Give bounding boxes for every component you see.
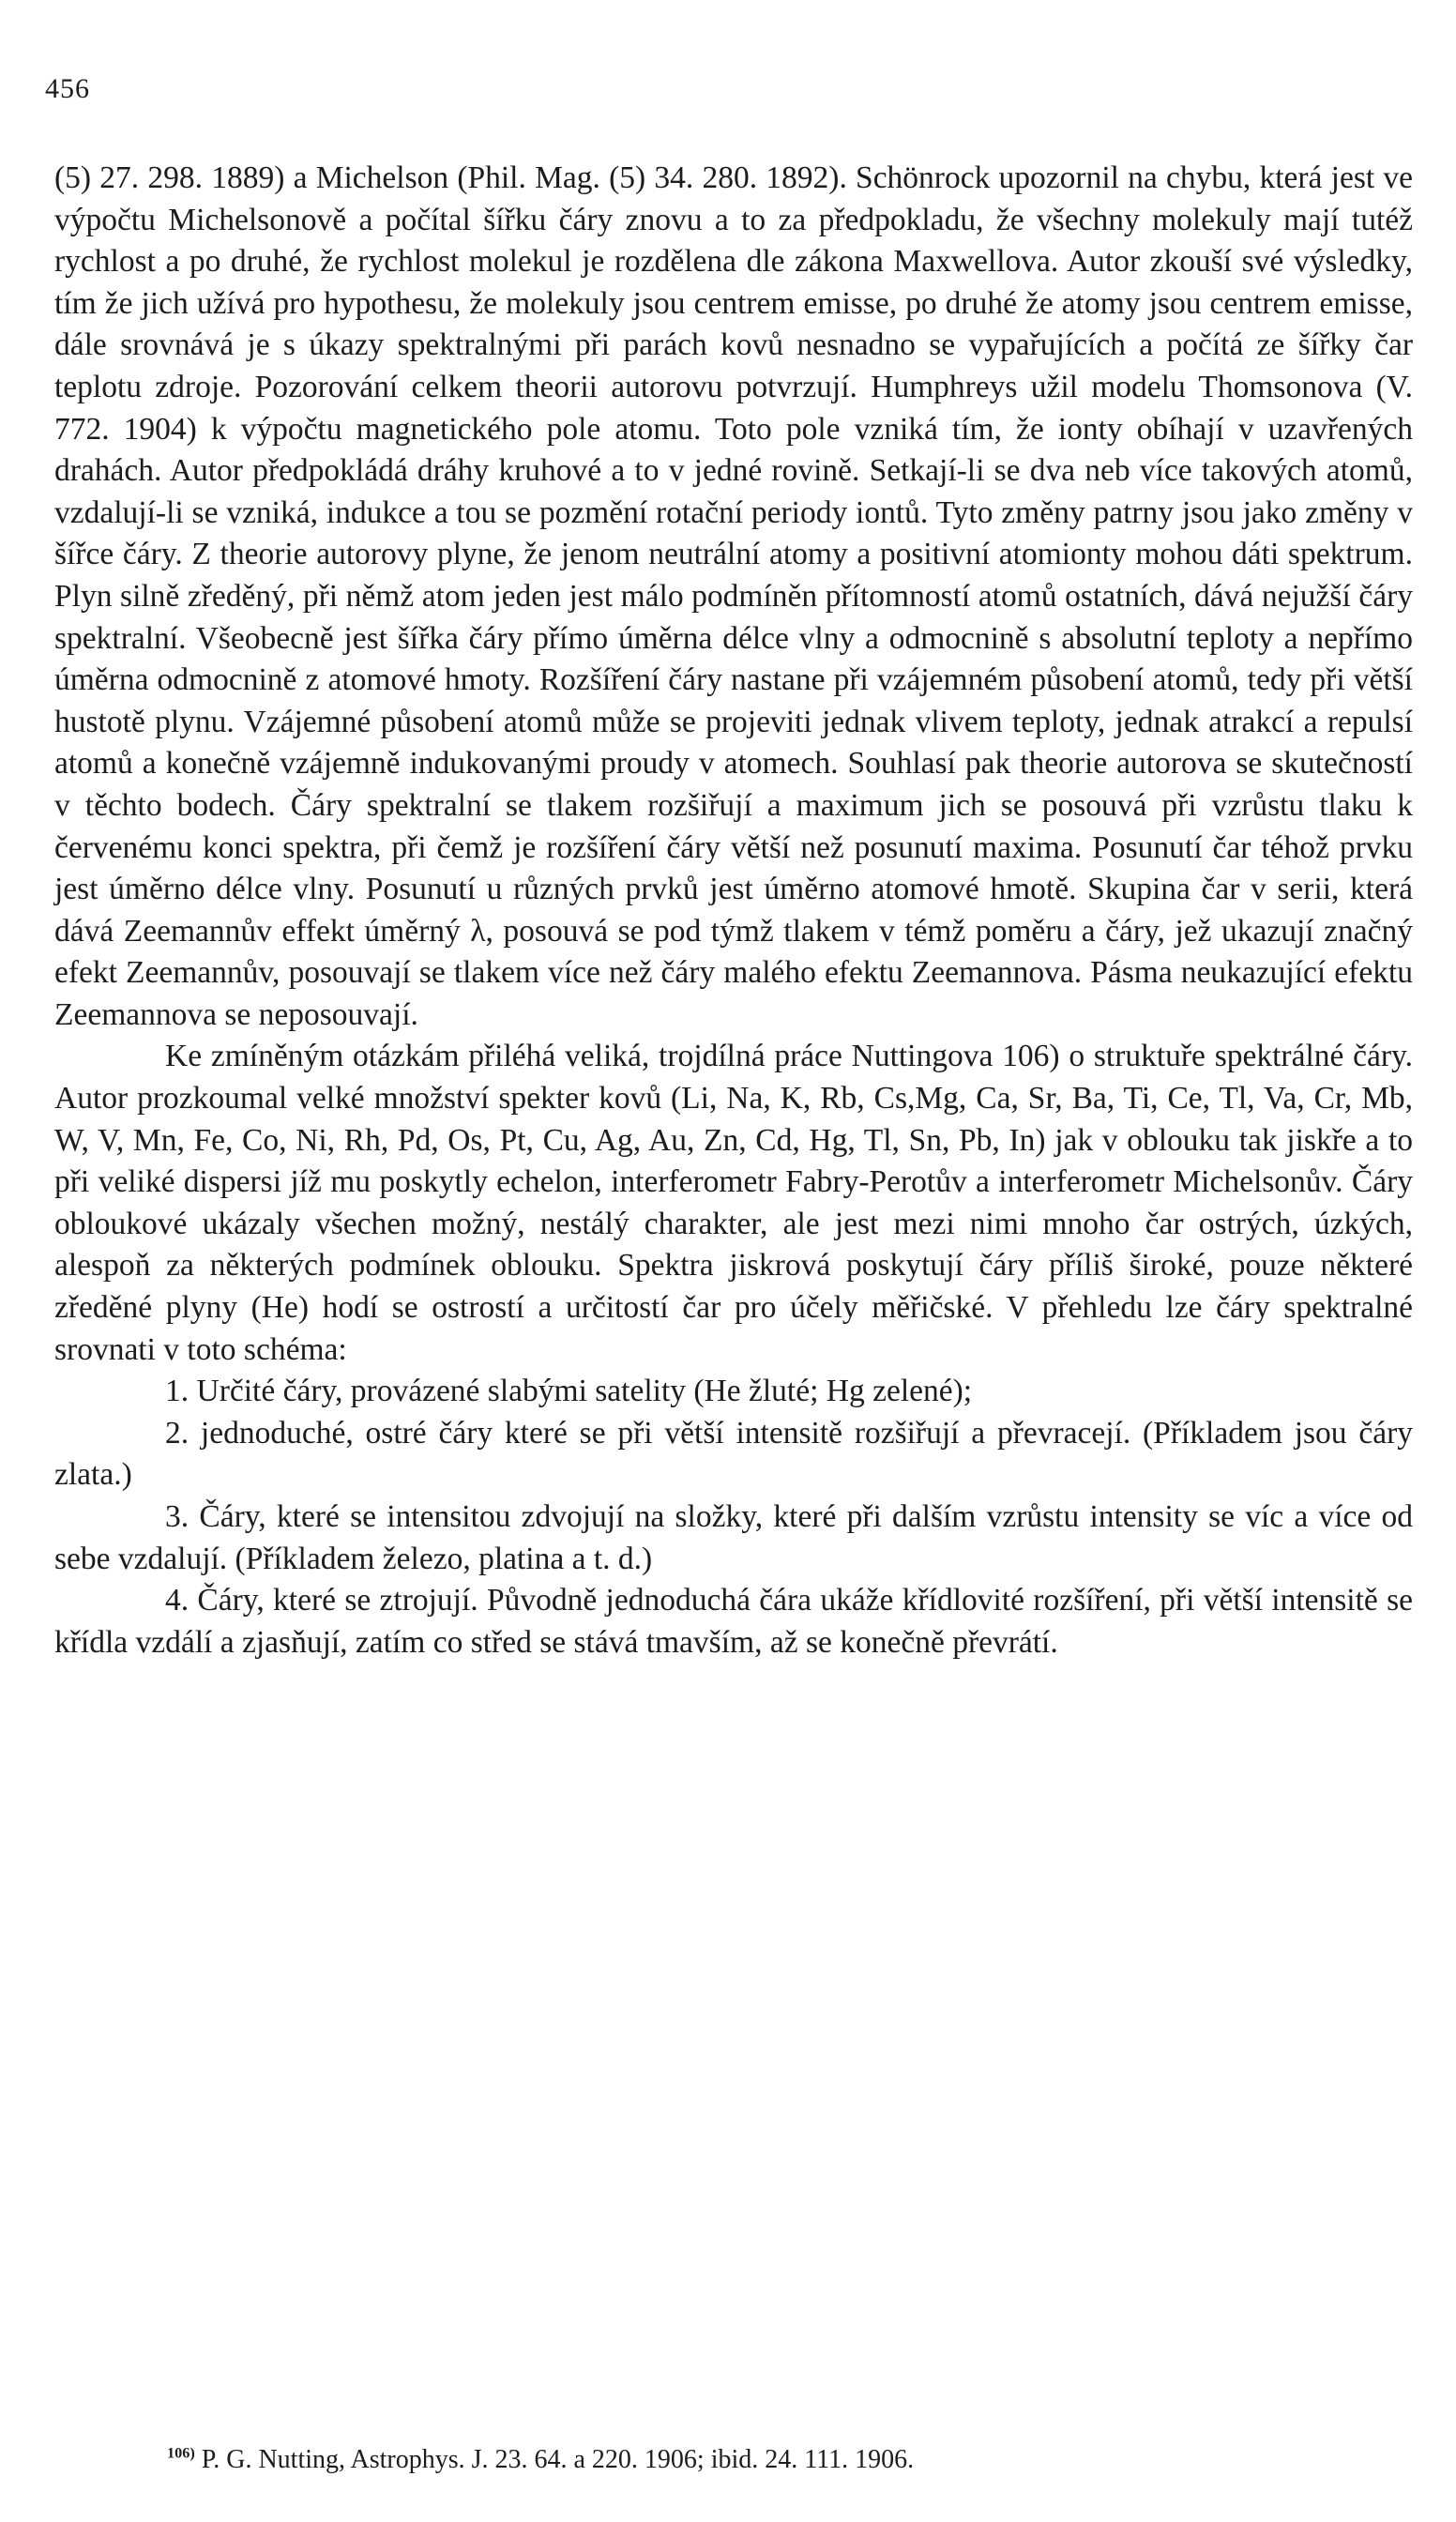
footnote-text: P. G. Nutting, Astrophys. J. 23. 64. a 220. 1906; ibid. 24. 111. 1906. — [201, 2445, 915, 2474]
list-item: 4. Čáry, které se ztrojují. Původně jednoduchá čára ukáže křídlovité rozšíření, při větší intensitě se křídla vzdálí a zjasňují, zatím co střed se stává tmavším, až se konečně převrátí. — [54, 1583, 1413, 1660]
list-item: 1. Určité čáry, provázené slabými satelity (He žluté; Hg zelené); — [165, 1374, 973, 1409]
text-body — [54, 158, 1413, 1664]
paragraph: Ke zmíněným otázkám přiléhá veliká, trojdílná práce Nuttingova 106) o struktuře spektrálné čáry. Autor prozkoumal velké množství spekter kovů (Li, Na, K, Rb, Cs,Mg, Ca, Sr, Ba, Ti, Ce, Tl, Va, Cr, Mb, W, V, Mn, Fe, Co, Ni, Rh, Pd, Os, Pt, Cu, Ag, Au, Zn, Cd, Hg, Tl, Sn, Pb, In) jak v oblouku tak jiskře a to při veliké dispersi jíž mu poskytly echelon, interferometr Fabry-Perotův a interferometr Michelsonův. Čáry obloukové ukázaly všechen možný, nestálý charakter, ale jest mezi nimi mnoho čar ostrých, úzkých, alespoň za některých podmínek oblouku. Spektra jiskrová poskytují čáry příliš široké, pouze některé zředěné plyny (He) hodí se ostrostí a určitostí čar pro účely měřičské. V přehledu lze čáry spektralné srovnati v toto schéma: — [54, 1039, 1413, 1367]
footnote — [167, 2443, 1424, 2477]
list-item: 2. jednoduché, ostré čáry které se při větší intensitě rozšiřují a převracejí. (Příkladem jsou čáry zlata.) — [54, 1415, 1413, 1493]
page-number: 456 — [45, 73, 90, 104]
paragraph: (5) 27. 298. 1889) a Michelson (Phil. Mag. (5) 34. 280. 1892). Schönrock upozornil na chybu, která jest ve výpočtu Michelsonově a počítal šířku čáry znovu a to za předpokladu, že všechny molekuly mají tutéž rychlost a po druhé, že rychlost molekul je rozdělena dle zákona Maxwellova. Autor zkouší své výsledky, tím že jich užívá pro hypothesu, že molekuly jsou centrem emisse, po druhé že atomy jsou centrem emisse, dále srovnává je s úkazy spektralnými při parách kovů nesnadno se vypařujících a počítá ze šířky čar teplotu zdroje. Pozorování celkem theorii autorovu potvrzují. Humphreys užil modelu Thomsonova (V. 772. 1904) k výpočtu magnetického pole atomu. Toto pole vzniká tím, že ionty obíhají v uzavřených drahách. Autor předpokládá dráhy kruhové a to v jedné rovině. Setkají-li se dva neb více takových atomů, vzdalují-li se vzniká, indukce a tou se pozmění rotační periody iontů. Tyto změny patrny jsou jako změny v šířce čáry. Z theorie autorovy plyne, že jenom neutrální atomy a positivní atomionty mohou dáti spektrum. Plyn silně zředěný, při němž atom jeden jest málo podmíněn přítomností atomů ostatních, dává nejužší čáry spektralní. Všeobecně jest šířka čáry přímo úměrna délce vlny a odmocnině s absolutní teploty a nepřímo úměrna odmocnině z atomové hmoty. Rozšíření čáry nastane při vzájemném působení atomů, tedy při větší hustotě plynu. Vzájemné působení atomů může se projeviti jednak vlivem teploty, jednak atrakcí a repulsí atomů a konečně vzájemně indukovanými proudy v atomech. Souhlasí pak theorie autorova se skutečností v těchto bodech. Čáry spektralní se tlakem rozšiřují a maximum jich se posouvá při vzrůstu tlaku k červenému konci spektra, při čemž je rozšíření čáry větší než posunutí maxima. Posunutí čar téhož prvku jest úměrno délce vlny. Posunutí u různých prvků jest úměrno atomové hmotě. Skupina čar v serii, která dává Zeemannův effekt úměrný λ, posouvá se pod týmž tlakem v témž poměru a čáry, jež ukazují značný efekt Zeemannův, posouvají se tlakem více než čáry malého efektu Zeemannova. Pásma neukazující efektu Zeemannova se neposouvají. — [54, 160, 1413, 1032]
list-item: 3. Čáry, které se intensitou zdvojují na složky, které při dalším vzrůstu intensity se víc a více od sebe vzdalují. (Příkladem železo, platina a t. d.) — [54, 1499, 1413, 1576]
footnote-marker: 106) — [167, 2444, 195, 2462]
